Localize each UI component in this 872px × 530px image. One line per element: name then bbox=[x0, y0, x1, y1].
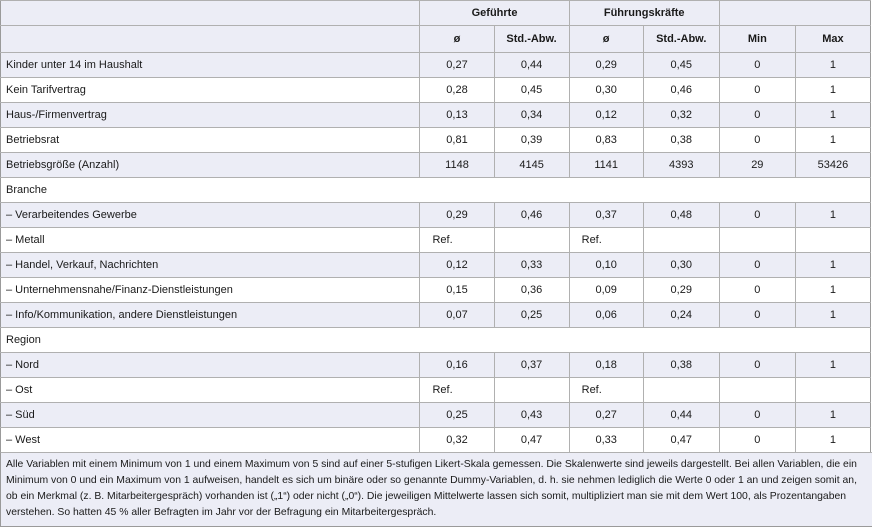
cell-max: 1 bbox=[795, 103, 870, 128]
col-header-sd-fuehrungskraefte: Std.-Abw. bbox=[643, 26, 719, 53]
column-header-row bbox=[1, 26, 871, 53]
cell-g-mean: Ref. bbox=[420, 378, 494, 403]
cell-min: 0 bbox=[719, 303, 795, 328]
cell-max bbox=[795, 228, 870, 253]
table-row bbox=[1, 428, 871, 453]
cell-f-sd: 0,30 bbox=[643, 253, 719, 278]
table-row bbox=[1, 278, 871, 303]
cell-min: 0 bbox=[719, 103, 795, 128]
section-label: Branche bbox=[1, 178, 871, 203]
cell-f-sd: 4393 bbox=[643, 153, 719, 178]
cell-g-sd: 4145 bbox=[494, 153, 569, 178]
cell-min: 0 bbox=[719, 278, 795, 303]
cell-min: 0 bbox=[719, 78, 795, 103]
cell-f-mean: 0,09 bbox=[569, 278, 643, 303]
row-label: – Unternehmensnahe/Finanz-Dienstleistungen bbox=[1, 278, 420, 303]
cell-max: 1 bbox=[795, 128, 870, 153]
cell-g-sd: 0,44 bbox=[494, 53, 569, 78]
cell-g-mean: 1148 bbox=[420, 153, 494, 178]
row-label: – Nord bbox=[1, 353, 420, 378]
col-header-mean-gefuehrte: ø bbox=[420, 26, 494, 53]
row-label: – Metall bbox=[1, 228, 420, 253]
cell-f-mean: 0,83 bbox=[569, 128, 643, 153]
table-row bbox=[1, 303, 871, 328]
cell-min: 0 bbox=[719, 253, 795, 278]
cell-g-mean: 0,29 bbox=[420, 203, 494, 228]
table-row bbox=[1, 353, 871, 378]
cell-g-mean: 0,28 bbox=[420, 78, 494, 103]
cell-g-mean: Ref. bbox=[420, 228, 494, 253]
row-label: – West bbox=[1, 428, 420, 453]
cell-g-mean: 0,25 bbox=[420, 403, 494, 428]
cell-max: 1 bbox=[795, 253, 870, 278]
cell-max: 1 bbox=[795, 403, 870, 428]
cell-f-mean: 1141 bbox=[569, 153, 643, 178]
group-header-row bbox=[1, 1, 871, 26]
table-row bbox=[1, 103, 871, 128]
cell-g-sd bbox=[494, 228, 569, 253]
cell-min: 0 bbox=[719, 403, 795, 428]
section-row bbox=[1, 328, 871, 353]
cell-max: 1 bbox=[795, 53, 870, 78]
cell-g-sd: 0,37 bbox=[494, 353, 569, 378]
table-footnote: Alle Variablen mit einem Minimum von 1 und einem Maximum von 5 sind auf einer 5-stufigen Likert-Skala gemessen. Die Skalenwerte sind jeweils dargestellt. Bei allen Variablen, die ein Minimum von 0 und ein Maximum von 1 aufweisen, handelt es sich um binäre oder so genannte Dummy-Variablen, d. h. sie nehmen lediglich die Werte 0 oder 1 an und zeigen somit an, ob ein Merkmal (z. B. Mitarbeitergespräch) vorhanden ist („1“) oder nicht („0“). Die jeweiligen Mittelwerte lassen sich somit, multipliziert man sie mit dem Wert 100, als Prozentangaben verstehen. So hatten 45 % aller Befragten im Jahr vor der Befragung ein Mitarbeitergespräch. bbox=[0, 452, 872, 527]
cell-g-mean: 0,13 bbox=[420, 103, 494, 128]
table-row bbox=[1, 203, 871, 228]
col-header-mean-fuehrungskraefte: ø bbox=[569, 26, 643, 53]
cell-f-mean: 0,27 bbox=[569, 403, 643, 428]
cell-g-sd: 0,39 bbox=[494, 128, 569, 153]
cell-max: 1 bbox=[795, 353, 870, 378]
cell-f-mean: 0,37 bbox=[569, 203, 643, 228]
cell-min: 0 bbox=[719, 203, 795, 228]
cell-max: 53426 bbox=[795, 153, 870, 178]
cell-f-mean: 0,29 bbox=[569, 53, 643, 78]
cell-g-mean: 0,07 bbox=[420, 303, 494, 328]
row-label: Betriebsgröße (Anzahl) bbox=[1, 153, 420, 178]
cell-g-sd: 0,46 bbox=[494, 203, 569, 228]
cell-min bbox=[719, 228, 795, 253]
cell-f-mean: 0,10 bbox=[569, 253, 643, 278]
cell-min: 0 bbox=[719, 128, 795, 153]
table-row bbox=[1, 128, 871, 153]
row-label: Betriebsrat bbox=[1, 128, 420, 153]
cell-g-mean: 0,15 bbox=[420, 278, 494, 303]
row-label: Kein Tarifvertrag bbox=[1, 78, 420, 103]
col-header-sd-gefuehrte: Std.-Abw. bbox=[494, 26, 569, 53]
header-blank-cell bbox=[1, 26, 420, 53]
cell-min: 0 bbox=[719, 353, 795, 378]
col-header-max: Max bbox=[795, 26, 870, 53]
cell-max bbox=[795, 378, 870, 403]
cell-min: 0 bbox=[719, 53, 795, 78]
cell-f-sd: 0,32 bbox=[643, 103, 719, 128]
cell-f-sd: 0,47 bbox=[643, 428, 719, 453]
cell-f-sd: 0,38 bbox=[643, 128, 719, 153]
table-row bbox=[1, 228, 871, 253]
cell-max: 1 bbox=[795, 203, 870, 228]
cell-g-sd: 0,43 bbox=[494, 403, 569, 428]
group-header-range bbox=[719, 1, 870, 26]
cell-g-mean: 0,81 bbox=[420, 128, 494, 153]
section-row bbox=[1, 178, 871, 203]
cell-max: 1 bbox=[795, 303, 870, 328]
cell-f-sd bbox=[643, 378, 719, 403]
cell-f-sd: 0,48 bbox=[643, 203, 719, 228]
cell-max: 1 bbox=[795, 428, 870, 453]
cell-min: 0 bbox=[719, 428, 795, 453]
row-label: – Ost bbox=[1, 378, 420, 403]
cell-f-mean: 0,33 bbox=[569, 428, 643, 453]
col-header-min: Min bbox=[719, 26, 795, 53]
cell-g-mean: 0,27 bbox=[420, 53, 494, 78]
cell-g-sd bbox=[494, 378, 569, 403]
cell-min bbox=[719, 378, 795, 403]
cell-max: 1 bbox=[795, 78, 870, 103]
cell-g-sd: 0,45 bbox=[494, 78, 569, 103]
cell-f-sd: 0,38 bbox=[643, 353, 719, 378]
table-row bbox=[1, 378, 871, 403]
row-label: – Info/Kommunikation, andere Dienstleistungen bbox=[1, 303, 420, 328]
table-row bbox=[1, 153, 871, 178]
row-label: – Verarbeitendes Gewerbe bbox=[1, 203, 420, 228]
cell-f-mean: 0,06 bbox=[569, 303, 643, 328]
row-label: – Süd bbox=[1, 403, 420, 428]
cell-g-sd: 0,47 bbox=[494, 428, 569, 453]
table-row bbox=[1, 403, 871, 428]
cell-g-sd: 0,25 bbox=[494, 303, 569, 328]
cell-f-sd: 0,29 bbox=[643, 278, 719, 303]
table-row bbox=[1, 53, 871, 78]
cell-f-sd: 0,44 bbox=[643, 403, 719, 428]
cell-f-sd: 0,46 bbox=[643, 78, 719, 103]
cell-min: 29 bbox=[719, 153, 795, 178]
group-header-fuehrungskraefte: Führungskräfte bbox=[569, 1, 719, 26]
cell-g-sd: 0,34 bbox=[494, 103, 569, 128]
row-label: Kinder unter 14 im Haushalt bbox=[1, 53, 420, 78]
cell-f-sd: 0,45 bbox=[643, 53, 719, 78]
table-row bbox=[1, 78, 871, 103]
cell-max: 1 bbox=[795, 278, 870, 303]
row-label: Haus-/Firmenvertrag bbox=[1, 103, 420, 128]
cell-f-mean: Ref. bbox=[569, 378, 643, 403]
cell-f-sd bbox=[643, 228, 719, 253]
cell-g-mean: 0,12 bbox=[420, 253, 494, 278]
cell-f-mean: 0,18 bbox=[569, 353, 643, 378]
cell-g-mean: 0,16 bbox=[420, 353, 494, 378]
cell-f-mean: Ref. bbox=[569, 228, 643, 253]
header-blank-cell bbox=[1, 1, 420, 26]
cell-f-mean: 0,30 bbox=[569, 78, 643, 103]
cell-f-sd: 0,24 bbox=[643, 303, 719, 328]
cell-f-mean: 0,12 bbox=[569, 103, 643, 128]
row-label: – Handel, Verkauf, Nachrichten bbox=[1, 253, 420, 278]
cell-g-sd: 0,33 bbox=[494, 253, 569, 278]
group-header-gefuehrte: Geführte bbox=[420, 1, 569, 26]
cell-g-mean: 0,32 bbox=[420, 428, 494, 453]
section-label: Region bbox=[1, 328, 871, 353]
table-row bbox=[1, 253, 871, 278]
cell-g-sd: 0,36 bbox=[494, 278, 569, 303]
table-body bbox=[1, 53, 871, 453]
